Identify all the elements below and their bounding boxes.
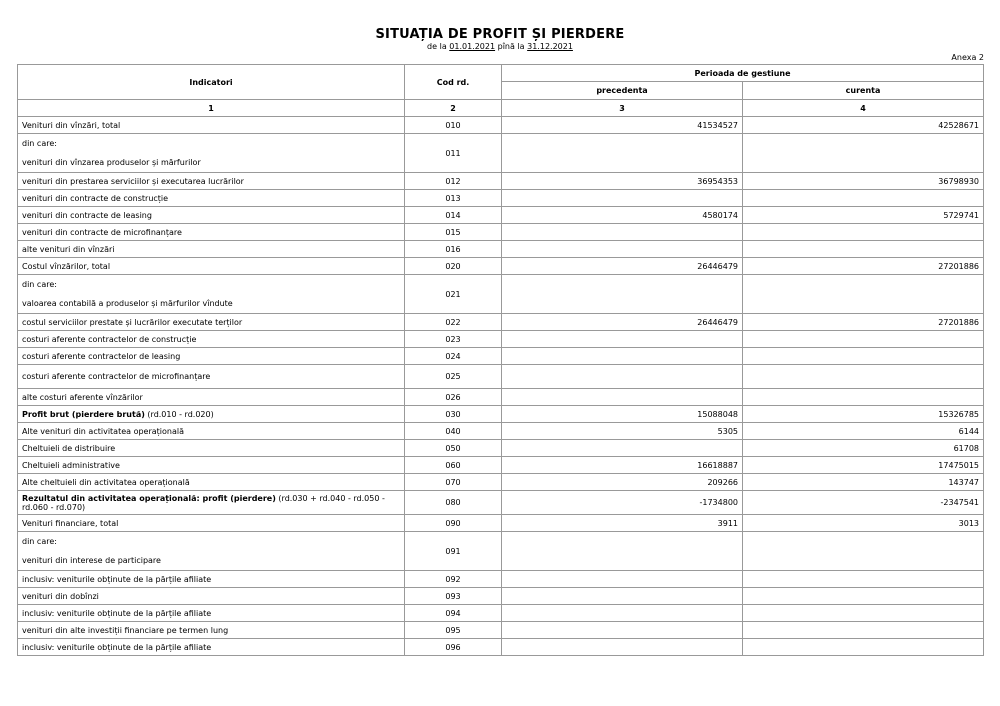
code-cell: 024 <box>405 348 502 365</box>
table-row <box>18 190 984 207</box>
current-value-cell <box>743 365 984 389</box>
previous-value-cell <box>502 134 743 173</box>
previous-value-cell: 209266 <box>502 474 743 491</box>
current-value-cell: 27201886 <box>743 258 984 275</box>
previous-value-cell <box>502 588 743 605</box>
row-label: Cheltuieli de distribuire <box>22 443 116 453</box>
previous-value-cell <box>502 605 743 622</box>
code-cell: 095 <box>405 622 502 639</box>
previous-value-cell: 36954353 <box>502 173 743 190</box>
table-row <box>18 134 984 173</box>
current-value-cell <box>743 224 984 241</box>
previous-value-cell <box>502 389 743 406</box>
code-cell: 020 <box>405 258 502 275</box>
code-cell: 026 <box>405 389 502 406</box>
indicator-cell <box>18 275 405 314</box>
current-value-cell <box>743 588 984 605</box>
current-value-cell: 27201886 <box>743 314 984 331</box>
header-previous: precedenta <box>502 82 743 100</box>
previous-value-cell <box>502 190 743 207</box>
previous-value-cell: 3911 <box>502 515 743 532</box>
current-value-cell <box>743 275 984 314</box>
current-value-cell: -2347541 <box>743 491 984 515</box>
previous-value-cell <box>502 532 743 571</box>
row-label-formula: (rd.030 + rd.040 - rd.050 - rd.060 - rd.070) <box>22 493 385 512</box>
code-cell: 040 <box>405 423 502 440</box>
col-number: 3 <box>502 100 743 117</box>
indicator-cell <box>18 639 405 656</box>
indicator-cell <box>18 224 405 241</box>
code-cell: 010 <box>405 117 502 134</box>
date-to: 31.12.2021 <box>527 42 573 51</box>
col-number: 2 <box>405 100 502 117</box>
table-row <box>18 365 984 389</box>
indicator-cell <box>18 474 405 491</box>
table-row <box>18 207 984 224</box>
current-value-cell: 36798930 <box>743 173 984 190</box>
table-row <box>18 440 984 457</box>
indicator-cell <box>18 365 405 389</box>
code-cell: 050 <box>405 440 502 457</box>
indicator-cell <box>18 241 405 258</box>
indicator-cell <box>18 258 405 275</box>
current-value-cell <box>743 348 984 365</box>
indicator-cell <box>18 571 405 588</box>
previous-value-cell: 26446479 <box>502 258 743 275</box>
previous-value-cell: 15088048 <box>502 406 743 423</box>
indicator-cell <box>18 331 405 348</box>
previous-value-cell: 4580174 <box>502 207 743 224</box>
code-cell: 021 <box>405 275 502 314</box>
current-value-cell <box>743 571 984 588</box>
table-row <box>18 605 984 622</box>
current-value-cell <box>743 605 984 622</box>
indicator-cell <box>18 173 405 190</box>
table-row <box>18 117 984 134</box>
previous-value-cell <box>502 571 743 588</box>
row-label-intro: din care: <box>22 139 57 148</box>
period-subtitle <box>0 42 1000 51</box>
indicator-cell <box>18 314 405 331</box>
table-row <box>18 389 984 406</box>
row-label: costuri aferente contractelor de leasing <box>22 351 181 361</box>
indicator-cell <box>18 440 405 457</box>
table-row <box>18 457 984 474</box>
previous-value-cell <box>502 639 743 656</box>
table-row <box>18 275 984 314</box>
table-row <box>18 331 984 348</box>
code-cell: 025 <box>405 365 502 389</box>
code-cell: 030 <box>405 406 502 423</box>
row-label: Venituri din vînzări, total <box>22 120 121 130</box>
row-label: Alte cheltuieli din activitatea operațională <box>22 477 190 487</box>
row-label: Alte venituri din activitatea operațională <box>22 426 185 436</box>
code-cell: 094 <box>405 605 502 622</box>
indicator-cell <box>18 515 405 532</box>
table-row <box>18 224 984 241</box>
table-row <box>18 173 984 190</box>
code-cell: 096 <box>405 639 502 656</box>
indicator-cell <box>18 348 405 365</box>
indicator-cell <box>18 491 405 515</box>
table-body <box>18 117 984 656</box>
current-value-cell <box>743 331 984 348</box>
previous-value-cell: 41534527 <box>502 117 743 134</box>
row-label: venituri din contracte de construcție <box>22 193 169 203</box>
table-row <box>18 532 984 571</box>
row-label: venituri din dobînzi <box>22 591 99 601</box>
table-row <box>18 258 984 275</box>
previous-value-cell: 26446479 <box>502 314 743 331</box>
col-number: 1 <box>18 100 405 117</box>
row-label-bold: Rezultatul din activitatea operațională: profit (pierdere) <box>22 493 276 503</box>
row-label: venituri din contracte de leasing <box>22 210 152 220</box>
previous-value-cell <box>502 241 743 258</box>
current-value-cell: 17475015 <box>743 457 984 474</box>
row-label: venituri din alte investiții financiare pe termen lung <box>22 625 229 635</box>
previous-value-cell <box>502 440 743 457</box>
indicator-cell <box>18 423 405 440</box>
current-value-cell <box>743 639 984 656</box>
row-label: costuri aferente contractelor de construcție <box>22 334 197 344</box>
row-label: Venituri financiare, total <box>22 518 119 528</box>
current-value-cell: 15326785 <box>743 406 984 423</box>
previous-value-cell <box>502 331 743 348</box>
row-label: inclusiv: veniturile obținute de la părțile afiliate <box>22 642 212 652</box>
page-title: SITUAȚIA DE PROFIT ȘI PIERDERE <box>375 27 625 42</box>
table-row <box>18 241 984 258</box>
annex-label: Anexa 2 <box>951 53 984 62</box>
indicator-cell <box>18 134 405 173</box>
table-row <box>18 571 984 588</box>
table-row <box>18 491 984 515</box>
table-row <box>18 314 984 331</box>
code-cell: 093 <box>405 588 502 605</box>
code-cell: 014 <box>405 207 502 224</box>
date-from: 01.01.2021 <box>449 42 496 51</box>
row-label-intro: din care: <box>22 280 57 289</box>
table-row <box>18 423 984 440</box>
row-label-intro: din care: <box>22 537 57 546</box>
code-cell: 013 <box>405 190 502 207</box>
code-cell: 091 <box>405 532 502 571</box>
table-row <box>18 406 984 423</box>
row-label-formula: (rd.010 - rd.020) <box>144 409 214 419</box>
table-row <box>18 639 984 656</box>
code-cell: 016 <box>405 241 502 258</box>
indicator-cell <box>18 117 405 134</box>
col-number: 4 <box>743 100 984 117</box>
indicator-cell <box>18 457 405 474</box>
current-value-cell <box>743 134 984 173</box>
indicator-cell <box>18 588 405 605</box>
code-cell: 070 <box>405 474 502 491</box>
indicator-cell <box>18 389 405 406</box>
current-value-cell <box>743 241 984 258</box>
code-cell: 090 <box>405 515 502 532</box>
current-value-cell <box>743 622 984 639</box>
indicator-cell <box>18 532 405 571</box>
row-label: venituri din contracte de microfinanțare <box>22 227 182 237</box>
table-row <box>18 348 984 365</box>
row-label: valoarea contabilă a produselor și mărfurilor vîndute <box>22 299 233 308</box>
previous-value-cell: 5305 <box>502 423 743 440</box>
current-value-cell: 5729741 <box>743 207 984 224</box>
indicator-cell <box>18 622 405 639</box>
previous-value-cell: 16618887 <box>502 457 743 474</box>
row-label: venituri din prestarea serviciilor și executarea lucrărilor <box>22 176 244 186</box>
header-indicators: Indicatori <box>18 65 405 100</box>
previous-value-cell <box>502 365 743 389</box>
table-row <box>18 515 984 532</box>
previous-value-cell <box>502 622 743 639</box>
current-value-cell: 143747 <box>743 474 984 491</box>
row-label: Costul vînzărilor, total <box>22 261 111 271</box>
current-value-cell <box>743 532 984 571</box>
row-label: costul serviciilor prestate și lucrărilor executate terților <box>22 317 243 327</box>
code-cell: 012 <box>405 173 502 190</box>
previous-value-cell <box>502 224 743 241</box>
header-current: curenta <box>743 82 984 100</box>
previous-value-cell <box>502 275 743 314</box>
current-value-cell: 61708 <box>743 440 984 457</box>
code-cell: 022 <box>405 314 502 331</box>
indicator-cell <box>18 605 405 622</box>
code-cell: 060 <box>405 457 502 474</box>
previous-value-cell: -1734800 <box>502 491 743 515</box>
row-label: alte costuri aferente vînzărilor <box>22 392 143 402</box>
row-label: venituri din interese de participare <box>22 556 161 565</box>
current-value-cell <box>743 389 984 406</box>
code-cell: 092 <box>405 571 502 588</box>
current-value-cell: 42528671 <box>743 117 984 134</box>
row-label-bold: Profit brut (pierdere brută) <box>22 409 145 419</box>
current-value-cell: 3013 <box>743 515 984 532</box>
profit-loss-table <box>17 64 984 656</box>
indicator-cell <box>18 207 405 224</box>
header-period: Perioada de gestiune <box>502 65 984 82</box>
table-row <box>18 588 984 605</box>
row-label: alte venituri din vînzări <box>22 244 115 254</box>
row-label: inclusiv: veniturile obținute de la părțile afiliate <box>22 608 212 618</box>
row-label: costuri aferente contractelor de microfinanțare <box>22 372 211 381</box>
subtitle-mid: pînă la <box>497 42 525 51</box>
code-cell: 023 <box>405 331 502 348</box>
indicator-cell <box>18 406 405 423</box>
row-label: venituri din vînzarea produselor și mărfurilor <box>22 158 201 167</box>
table-row <box>18 474 984 491</box>
header-code: Cod rd. <box>405 65 502 100</box>
current-value-cell <box>743 190 984 207</box>
indicator-cell <box>18 190 405 207</box>
code-cell: 015 <box>405 224 502 241</box>
subtitle-prefix: de la <box>427 42 447 51</box>
previous-value-cell <box>502 348 743 365</box>
code-cell: 080 <box>405 491 502 515</box>
table-row <box>18 622 984 639</box>
code-cell: 011 <box>405 134 502 173</box>
row-label: Cheltuieli administrative <box>22 460 120 470</box>
current-value-cell: 6144 <box>743 423 984 440</box>
row-label: inclusiv: veniturile obținute de la părțile afiliate <box>22 574 212 584</box>
